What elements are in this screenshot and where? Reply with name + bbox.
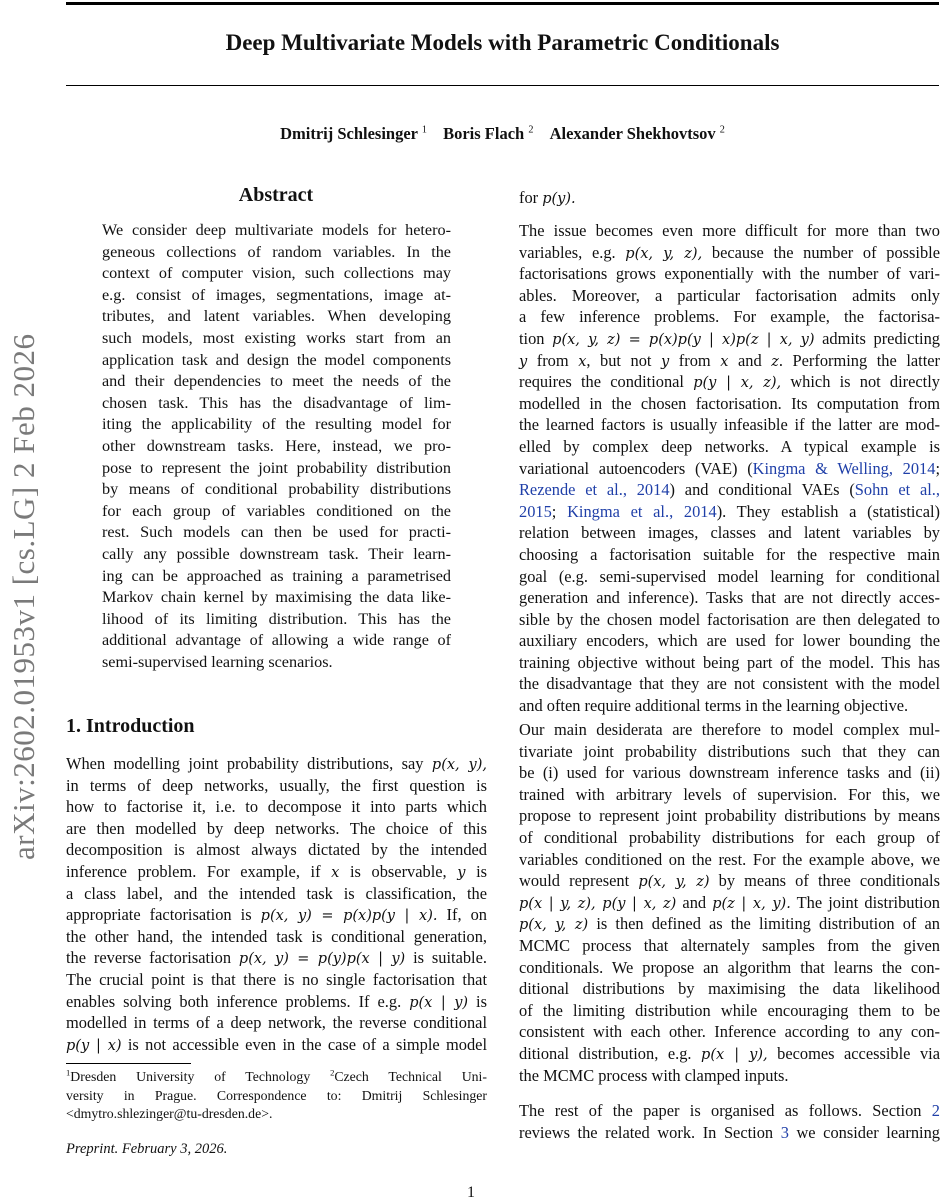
paragraph-issue <box>519 220 940 717</box>
text-run: semi-supervised learning scenarios. <box>102 652 333 671</box>
top-rule <box>66 2 939 5</box>
text-run: from <box>669 350 721 370</box>
continued-line <box>519 187 940 209</box>
text-line <box>102 393 451 415</box>
text-run: versity in Prague. Correspondence to: Dmitrij Schlesinger <box>66 1087 487 1103</box>
text-line <box>102 242 451 264</box>
math-expression: x <box>578 353 587 370</box>
text-run: cally any possible downstream task. Their learn- <box>102 544 451 563</box>
math-expression: y <box>661 353 670 370</box>
text-line <box>519 1122 940 1144</box>
text-run: , but not <box>586 350 662 370</box>
affiliation-footnote <box>66 1068 487 1124</box>
text-line <box>102 306 451 328</box>
text-line <box>66 839 487 861</box>
text-line <box>519 935 940 957</box>
text-line <box>102 630 451 652</box>
math-expression: p(y | x, z), <box>693 375 782 392</box>
author-1: Dmitrij Schlesinger $^1$ <box>280 124 427 143</box>
text-line <box>102 587 451 609</box>
text-line <box>519 827 940 849</box>
math-expression: p(x, y, z) <box>519 917 589 934</box>
text-line <box>66 883 487 905</box>
text-line <box>519 1021 940 1043</box>
text-line <box>66 947 487 969</box>
citation-link[interactable]: 3 <box>780 1122 789 1142</box>
text-line <box>66 991 487 1013</box>
preprint-note: Preprint. February 3, 2026. <box>66 1141 228 1157</box>
text-run: ables. Moreover, a particular factorisation admits only <box>519 285 940 305</box>
text-run: and <box>676 892 713 912</box>
text-run: <dmytro.shlezinger@tu-dresden.de>. <box>66 1106 273 1121</box>
text-line <box>519 913 940 935</box>
math-expression: p(x, y), <box>431 757 488 773</box>
text-line <box>102 522 451 544</box>
text-run: ; <box>551 501 568 521</box>
text-run: additional advantage of allowing a wide range of <box>102 631 451 650</box>
text-run: and <box>728 350 772 370</box>
text-run: reviews the related work. In Section <box>519 1122 781 1142</box>
text-line <box>519 978 940 1000</box>
text-run: factorisations grows exponentially with the number of vari- <box>519 264 940 284</box>
text-run: admits predicting <box>814 328 940 348</box>
text-run: The joint distribution <box>790 892 940 912</box>
text-run: because the number of possible <box>702 242 940 262</box>
text-run: which is not directly <box>781 372 940 392</box>
math-expression: p(z | x, y). <box>712 895 791 912</box>
text-line <box>519 957 940 979</box>
text-run: pose to represent the joint probability distribution <box>102 458 451 477</box>
text-line <box>519 673 940 695</box>
math-expression: x <box>720 353 729 370</box>
text-line <box>519 242 940 264</box>
text-run: of the limiting distribution while encouraging them to be <box>519 1000 940 1020</box>
text-run: such models, most existing works start from an <box>102 328 451 347</box>
text-line <box>519 870 940 892</box>
text-run: how to factorise it, i.e. to decompose it into parts which <box>66 797 487 817</box>
text-run: appropriate factorisation is <box>66 905 261 925</box>
text-line <box>66 1012 487 1034</box>
text-run: for <box>519 188 543 207</box>
intro-paragraph <box>66 753 487 1055</box>
text-line <box>519 719 940 741</box>
text-run: tion <box>519 328 553 348</box>
text-run: The rest of the paper is organised as follows. Section <box>519 1101 932 1120</box>
text-run: sible by the chosen model factorisation are then delegated to <box>519 609 940 629</box>
text-run: auxiliary encoders, which are used for lower bounding the <box>519 631 940 651</box>
text-line <box>519 762 940 784</box>
text-run: from <box>527 350 579 370</box>
text-line <box>102 328 451 350</box>
text-run: Czech Technical Uni- <box>334 1069 487 1084</box>
text-run: tivariate joint probability distributions such that they can <box>519 741 940 761</box>
text-line <box>102 350 451 372</box>
text-line <box>102 263 451 285</box>
text-run: is observable, <box>339 861 458 881</box>
math-expression: p(x, y, z), <box>625 245 703 262</box>
text-line <box>66 904 487 926</box>
text-line <box>519 1000 940 1022</box>
abstract-heading: Abstract <box>238 184 314 206</box>
text-run: variational autoencoders (VAE) ( <box>519 458 753 478</box>
text-line <box>519 328 940 350</box>
text-line <box>519 263 940 285</box>
math-expression: y <box>519 353 528 370</box>
citation-link[interactable]: Kingma & Welling, 2014 <box>752 458 936 478</box>
section-heading-introduction: 1. Introduction <box>66 715 195 737</box>
text-line <box>102 479 451 501</box>
text-run: of conditional probability distributions for each group of <box>519 827 940 847</box>
text-line <box>102 652 451 674</box>
text-run: . Performing the latter <box>778 350 940 370</box>
text-line <box>519 695 940 717</box>
text-run: we consider learning <box>788 1122 940 1142</box>
text-line <box>102 501 451 523</box>
text-run: context of computer vision, such collections may <box>102 264 451 283</box>
text-run: generation and inference). Tasks that are not directly acces- <box>519 588 940 608</box>
math-expression: p(x | y, z), p(y | x, z) <box>519 895 677 912</box>
math-expression: p(x, y) = p(x)p(y | x). <box>260 908 438 925</box>
text-run: variables conditioned on the rest. For the example above, we <box>519 849 940 869</box>
text-run: We consider deep multivariate models for hetero- <box>102 221 451 239</box>
text-run: requires the conditional <box>519 372 694 392</box>
text-line <box>66 753 487 775</box>
text-run: a class label, and the intended task is classification, the <box>66 883 487 903</box>
text-run: the disadvantage that they are not consistent with the model <box>519 674 940 694</box>
text-line <box>102 285 451 307</box>
text-run: MCMC process that alternately samples from the given <box>519 935 940 955</box>
text-run: ditional distributions by maximising the data likelihood <box>519 979 940 999</box>
text-line <box>102 566 451 588</box>
text-run: propose to represent joint probability distributions by means <box>519 806 940 826</box>
text-run: the MCMC process with clamped inputs. <box>519 1065 789 1085</box>
paragraph-desiderata <box>519 719 940 1086</box>
footnote-rule <box>66 1063 191 1064</box>
text-run: geneous collections of random variables. In the <box>102 242 451 261</box>
text-line <box>66 926 487 948</box>
title-rule <box>66 85 939 86</box>
text-line <box>519 1100 940 1122</box>
text-run: the learned factors is usually infeasible if the latter are mod- <box>519 415 940 435</box>
text-line <box>519 784 940 806</box>
text-run: chosen task. This has the disadvantage of lim- <box>102 393 451 412</box>
text-run: a few inference problems. For example, the factorisa- <box>519 307 940 327</box>
page-number: 1 <box>467 1184 475 1201</box>
text-line <box>102 544 451 566</box>
text-line <box>519 350 940 372</box>
math-expression: p(x, y, z) <box>638 874 710 891</box>
text-run: is not accessible even in the case of a simple model <box>121 1034 488 1054</box>
text-run: ing can be approached as training a parametrised <box>102 566 451 585</box>
text-line <box>519 587 940 609</box>
text-run: be (i) used for various downstream inference tasks and (ii) <box>519 763 940 783</box>
text-line <box>102 609 451 631</box>
text-run: variables, e.g. <box>519 242 626 262</box>
author-3: Alexander Shekhovtsov $^2$ <box>549 124 725 143</box>
text-run: relation between images, classes and latent variables by <box>519 523 940 543</box>
text-line <box>519 220 940 242</box>
text-run: is <box>468 991 487 1011</box>
text-line <box>519 187 940 209</box>
text-line <box>66 861 487 883</box>
author-2: Boris Flach $^2$ <box>443 124 534 143</box>
text-run: would represent <box>519 871 639 891</box>
text-line <box>519 306 940 328</box>
citation-link[interactable]: Sohn et al., <box>854 480 940 500</box>
math-expression: p(y). <box>542 191 576 207</box>
arxiv-sidebar-stamp: arXiv:2602.01953v1 [cs.LG] 2 Feb 2026 <box>6 333 41 860</box>
text-line <box>66 1034 487 1056</box>
text-run: consistent with each other. Inference according to any con- <box>519 1022 940 1042</box>
math-expression: p(y | x) <box>66 1037 122 1054</box>
text-run: modelled in the chosen factorisation. Its computation from <box>519 393 940 413</box>
text-line <box>102 436 451 458</box>
text-line <box>519 544 940 566</box>
text-line <box>66 818 487 840</box>
text-line <box>519 805 940 827</box>
text-line <box>519 414 940 436</box>
text-run: ) and conditional VAEs ( <box>669 480 855 500</box>
text-line <box>519 849 940 871</box>
author-list <box>66 124 939 144</box>
text-line <box>519 522 940 544</box>
text-run: application task and design the model components <box>102 350 451 369</box>
text-run: for each group of variables conditioned on the <box>102 501 451 520</box>
text-run: other downstream tasks. Here, instead, we pro- <box>102 436 451 455</box>
text-line <box>519 892 940 914</box>
text-run: conditionals. We propose an algorithm that learns the con- <box>519 957 940 977</box>
math-expression: p(x, y) = p(y)p(x | y) <box>238 951 406 968</box>
text-line <box>519 566 940 588</box>
text-line <box>519 1065 940 1087</box>
citation-link[interactable]: Kingma et al., 2014 <box>567 501 717 521</box>
text-run: in terms of deep networks, usually, the first question is <box>66 775 487 795</box>
text-line <box>519 371 940 393</box>
citation-link[interactable]: Rezende et al., 2014 <box>519 480 670 500</box>
text-run: e.g. consist of images, segmentations, image at- <box>102 285 451 304</box>
text-run: and often require additional terms in the learning objective. <box>519 696 909 716</box>
text-line <box>519 285 940 307</box>
text-run: Our main desiderata are therefore to model complex mul- <box>519 720 940 739</box>
paper-title: Deep Multivariate Models with Parametric Conditionals <box>225 30 780 55</box>
text-line <box>519 458 940 480</box>
footnote-mark: 1 <box>66 1067 71 1078</box>
text-run: ; <box>935 458 940 478</box>
citation-link[interactable]: 2 <box>931 1101 940 1120</box>
text-line <box>66 796 487 818</box>
text-line <box>519 741 940 763</box>
text-run: the reverse factorisation <box>66 948 239 968</box>
text-run: decomposition is almost always dictated by the intended <box>66 840 487 860</box>
text-line <box>102 458 451 480</box>
text-run: choosing a factorisation suitable for the respective main <box>519 544 940 564</box>
text-run: lihood of its limiting distribution. This has the <box>102 609 451 628</box>
text-run: is <box>465 861 488 881</box>
text-line <box>66 1105 487 1124</box>
text-run: When modelling joint probability distributions, say <box>66 754 432 773</box>
text-run: modelled in terms of a deep network, the reverse conditional <box>66 1013 487 1033</box>
text-run: elled by complex deep networks. A typical example is <box>519 436 940 456</box>
text-run: iting the applicability of the resulting model for <box>102 415 451 434</box>
math-expression: y <box>457 864 466 881</box>
text-line <box>519 436 940 458</box>
text-line <box>66 969 487 991</box>
text-run: tributes, and latent variables. When developing <box>102 307 451 326</box>
text-run: becomes accessible via <box>767 1043 940 1063</box>
text-line <box>102 371 451 393</box>
text-line <box>519 1043 940 1065</box>
text-run: The crucial point is that there is no single factorisation that <box>66 969 487 989</box>
text-run: ). They establish a (statistical) <box>716 501 940 521</box>
math-expression: p(x | y), <box>701 1046 768 1063</box>
abstract-body <box>102 220 451 673</box>
text-run: by means of conditional probability distributions <box>102 480 451 499</box>
citation-link[interactable]: 2015 <box>519 501 552 521</box>
text-run: by means of three conditionals <box>709 871 940 891</box>
footnote-mark: 2 <box>330 1067 335 1078</box>
text-line <box>519 479 940 501</box>
text-line <box>102 220 451 242</box>
math-expression: p(x | y) <box>409 994 469 1011</box>
text-run: trained with arbitrary levels of supervision. For this, we <box>519 784 940 804</box>
text-line <box>519 652 940 674</box>
text-line <box>519 501 940 523</box>
text-line <box>102 414 451 436</box>
text-line <box>66 1068 487 1087</box>
text-line <box>66 1087 487 1106</box>
text-run: enables solving both inference problems. If e.g. <box>66 991 410 1011</box>
text-run: are then modelled by deep networks. The choice of this <box>66 818 487 838</box>
math-expression: p(x, y, z) = p(x)p(y | x)p(z | x, y) <box>552 331 815 348</box>
text-run: is suitable. <box>405 948 487 968</box>
text-line <box>519 393 940 415</box>
text-run: and their dependencies to meet the needs of the <box>102 372 451 391</box>
math-expression: z <box>771 353 779 370</box>
text-run: The issue becomes even more difficult for more than two <box>519 221 940 240</box>
text-run: inference problem. For example, if <box>66 861 332 881</box>
text-run: If, on <box>437 905 487 925</box>
text-run: ditional distribution, e.g. <box>519 1043 702 1063</box>
math-expression: x <box>331 864 340 881</box>
text-run: goal (e.g. semi-supervised model learning for conditional <box>519 566 940 586</box>
text-line <box>66 775 487 797</box>
text-run: Markov chain kernel by maximising the data like- <box>102 588 451 607</box>
text-run: rest. Such models can then be used for practi- <box>102 523 451 542</box>
text-line <box>519 630 940 652</box>
text-line <box>519 609 940 631</box>
text-run: Dresden University of Technology <box>70 1069 331 1084</box>
paragraph-outline <box>519 1100 940 1143</box>
text-run: training objective without being part of the model. This has <box>519 652 940 672</box>
text-run: is then defined as the limiting distribution of an <box>588 914 940 934</box>
text-run: the other hand, the intended task is conditional generation, <box>66 926 487 946</box>
